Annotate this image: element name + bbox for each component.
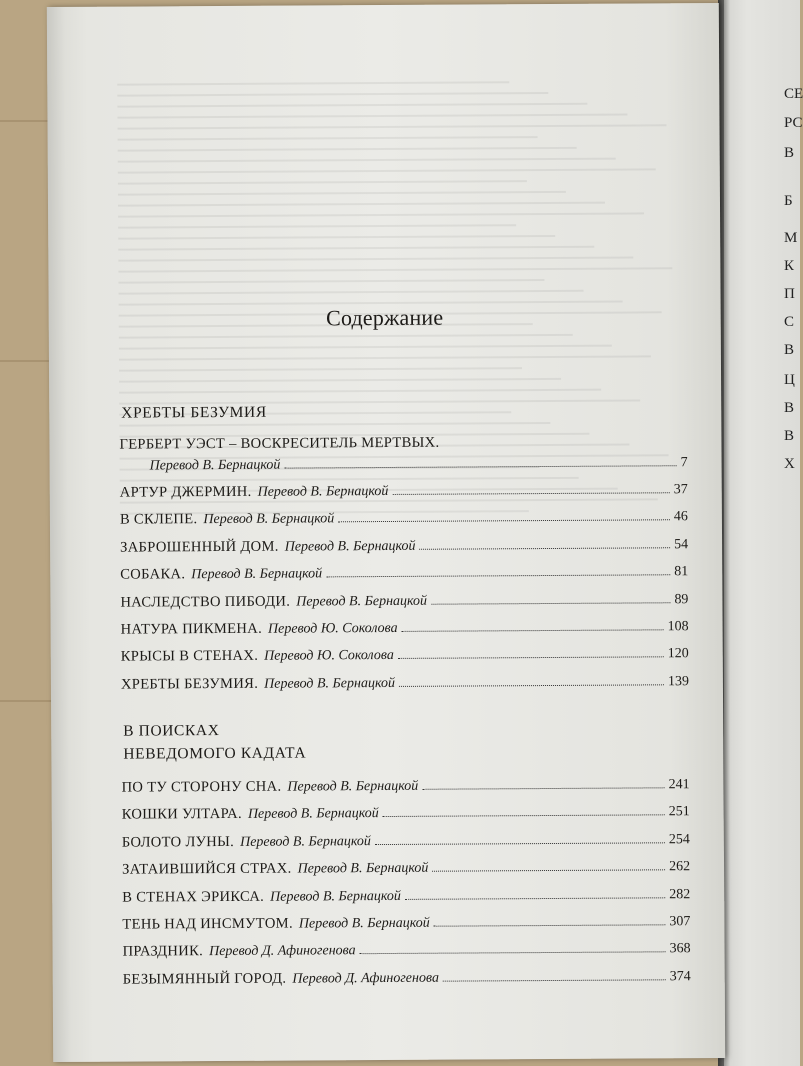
entry-page-number: 139 [667, 673, 689, 690]
facing-page-text-fragment: Ц [784, 372, 795, 388]
entry-translator: Перевод В. Бернацкой [287, 778, 419, 795]
dot-leader [422, 787, 664, 789]
dot-leader [360, 952, 666, 955]
entry-translator: Перевод Ю. Соколова [267, 620, 398, 637]
toc-entry[interactable] [120, 481, 688, 512]
page-title: Содержание [325, 304, 444, 331]
toc-list-1 [119, 433, 689, 704]
toc-entry[interactable] [120, 536, 688, 567]
entry-title: БЕЗЫМЯННЫЙ ГОРОД. [122, 970, 287, 988]
entry-title: ЗАТАИВШИЙСЯ СТРАХ. [122, 860, 292, 878]
entry-translator: Перевод Ю. Соколова [264, 648, 394, 665]
entry-translator: Перевод В. Бернацкой [247, 806, 379, 823]
entry-title: СОБАКА. [120, 566, 186, 583]
dot-leader [398, 657, 664, 660]
entry-translator: Перевод В. Бернацкой [297, 860, 429, 877]
entry-page-number: 89 [674, 591, 689, 607]
entry-page-number: 108 [667, 619, 689, 635]
section-title-1: ХРЕБТЫ БЕЗУМИЯ [121, 403, 267, 422]
dot-leader [375, 842, 665, 845]
toc-entry[interactable] [122, 804, 690, 835]
entry-title: ГЕРБЕРТ УЭСТ – ВОСКРЕСИТЕЛЬ МЕРТВЫХ. [119, 434, 440, 453]
entry-page-number: 251 [668, 804, 690, 820]
entry-title: В СТЕНАХ ЭРИКСА. [122, 888, 265, 906]
facing-page-text-fragment: Х [784, 456, 795, 472]
toc-entry[interactable] [122, 886, 690, 917]
entry-page-number: 37 [673, 482, 688, 498]
entry-title: ЗАБРОШЕННЫЙ ДОМ. [120, 538, 279, 556]
facing-page-text-fragment: В [784, 145, 795, 161]
entry-page-number: 374 [669, 968, 691, 985]
entry-title: КОШКИ УЛТАРА. [121, 806, 242, 824]
toc-entry[interactable] [121, 673, 689, 704]
dot-leader [383, 815, 665, 818]
toc-entry[interactable] [122, 776, 690, 807]
entry-translator: Перевод В. Бернацкой [270, 888, 401, 905]
entry-page-number: 241 [668, 777, 690, 793]
dot-leader [443, 979, 666, 981]
toc-entry[interactable] [122, 858, 690, 889]
dot-leader [392, 492, 669, 495]
entry-page-number: 46 [673, 509, 688, 525]
entry-translator: Перевод В. Бернацкой [296, 593, 428, 610]
entry-title: АРТУР ДЖЕРМИН. [119, 483, 252, 501]
entry-translator: Перевод В. Бернацкой [298, 915, 430, 932]
facing-page-text-fragment: В [784, 428, 795, 444]
dot-leader [326, 574, 670, 577]
toc-entry[interactable] [122, 831, 690, 862]
entry-page-number: 307 [669, 914, 691, 930]
facing-page-text-fragment: С [784, 314, 795, 330]
entry-translator: Перевод Д. Афиногенова [292, 970, 439, 987]
toc-entry[interactable] [121, 618, 689, 649]
entry-translator: Перевод В. Бернацкой [203, 511, 335, 528]
entry-title: ПО ТУ СТОРОНУ СНА. [121, 778, 282, 796]
entry-page-number: 254 [668, 831, 690, 848]
toc-entry[interactable] [123, 968, 691, 999]
dot-leader [434, 924, 666, 926]
section-title-2: В ПОИСКАХ НЕВЕДОМОГО КАДАТА [123, 722, 307, 763]
toc-entry[interactable] [122, 913, 690, 944]
facing-page-text-fragment: К [784, 258, 795, 274]
entry-translator: Перевод В. Бернацкой [264, 675, 395, 692]
facing-page-text-fragment: М [784, 230, 798, 246]
dot-leader [338, 520, 670, 523]
toc-list-2 [122, 776, 691, 999]
dot-leader [431, 602, 670, 604]
entry-title: НАТУРА ПИКМЕНА. [120, 620, 263, 638]
entry-title: БОЛОТО ЛУНЫ. [121, 833, 235, 851]
facing-page-text-fragment: Б [784, 193, 793, 209]
facing-page-text-fragment: СЕ [784, 86, 803, 102]
entry-translator: Перевод Д. Афиногенова [209, 943, 356, 960]
facing-page-text-fragment: В [784, 400, 795, 416]
entry-page-number: 7 [680, 455, 688, 471]
entry-translator: Перевод В. Бернацкой [149, 457, 281, 474]
entry-page-number: 368 [669, 941, 691, 957]
book-page [47, 3, 725, 1062]
toc-entry[interactable] [123, 940, 691, 971]
entry-title: НАСЛЕДСТВО ПИБОДИ. [120, 593, 291, 611]
dot-leader [420, 547, 671, 550]
entry-title: КРЫСЫ В СТЕНАХ. [120, 648, 259, 665]
toc-entry[interactable] [120, 591, 688, 622]
toc-entry[interactable] [120, 563, 688, 594]
entry-translator: Перевод В. Бернацкой [240, 833, 371, 850]
dot-leader [399, 684, 664, 687]
entry-page-number: 282 [669, 886, 691, 902]
dot-leader [402, 629, 664, 632]
entry-title: ТЕНЬ НАД ИНСМУТОМ. [122, 915, 293, 933]
entry-title: ПРАЗДНИК. [122, 943, 204, 960]
toc-entry[interactable] [120, 509, 688, 540]
entry-translator: Перевод В. Бернацкой [191, 566, 323, 583]
entry-title: ХРЕБТЫ БЕЗУМИЯ. [120, 675, 259, 693]
entry-page-number: 54 [674, 536, 689, 553]
dot-leader [432, 869, 665, 871]
facing-page-text-fragment: П [784, 286, 795, 302]
entry-translator: Перевод В. Бернацкой [284, 538, 416, 555]
toc-entry-first[interactable] [119, 433, 687, 484]
entry-page-number: 81 [674, 564, 689, 580]
facing-page-text-fragment: РС [784, 115, 803, 131]
entry-translator: Перевод В. Бернацкой [257, 483, 389, 500]
toc-entry[interactable] [121, 645, 689, 676]
entry-page-number: 120 [667, 646, 689, 662]
facing-page-text-fragment: В [784, 342, 795, 358]
dot-leader [405, 897, 665, 900]
entry-title: В СКЛЕПЕ. [119, 511, 198, 529]
entry-page-number: 262 [669, 859, 691, 875]
